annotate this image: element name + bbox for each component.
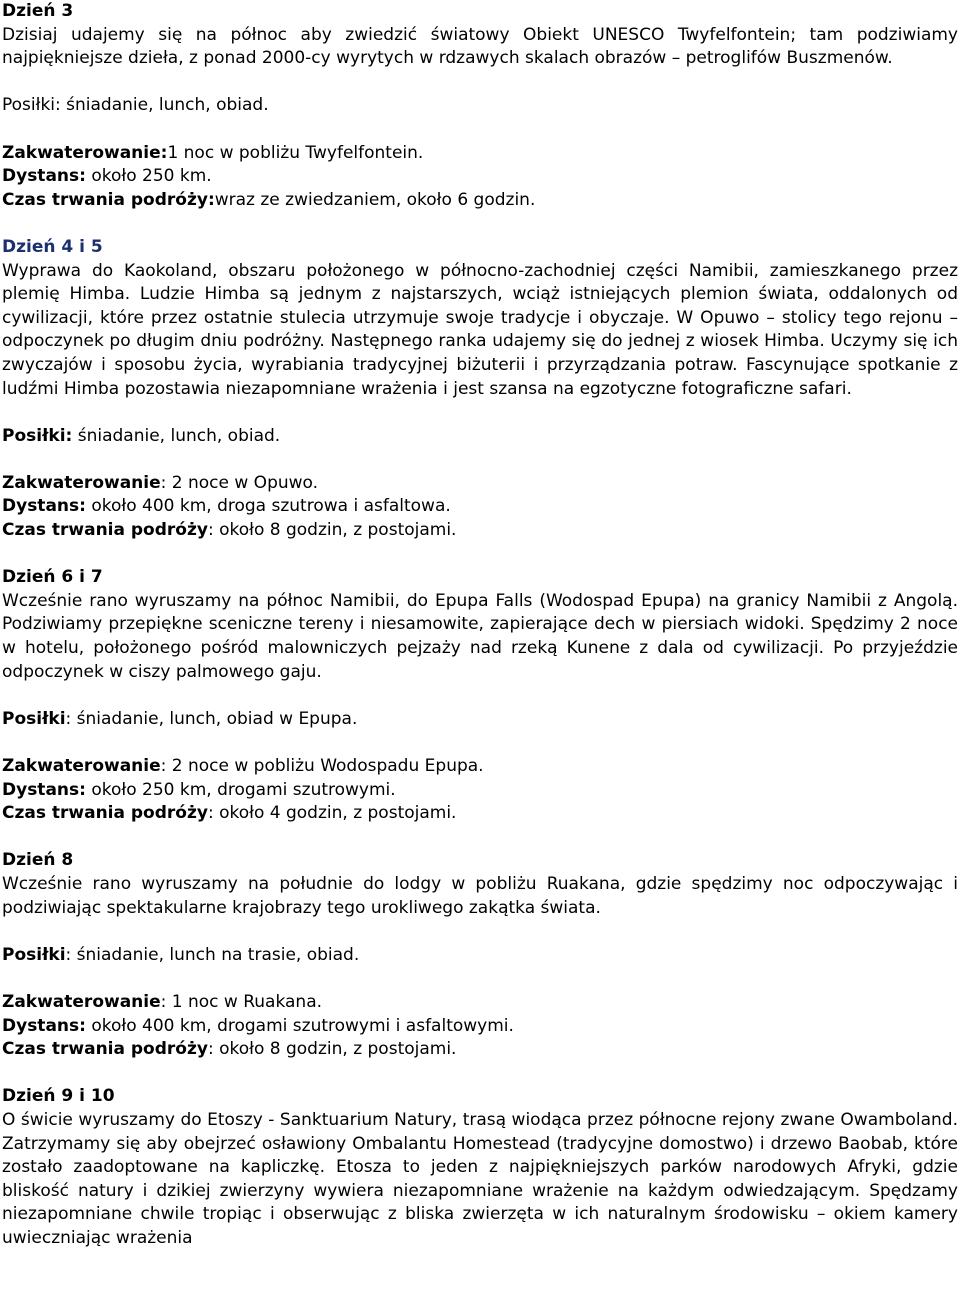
day-6-7-title: Dzień 6 i 7 — [2, 567, 103, 588]
distance-value: około 400 km, drogami szutrowymi i asfaltowymi. — [85, 1015, 514, 1036]
day-8-text: Wcześnie rano wyruszamy na południe do lodgy w pobliżu Ruakana, gdzie spędzimy noc odpoczywając i podziwiając spektakularne krajobrazy tego urokliwego zakątka świata. — [2, 873, 958, 918]
duration-label: Czas trwania podróży: — [2, 189, 215, 210]
accommodation-label: Zakwaterowanie: — [2, 142, 168, 163]
distance-label: Dystans: — [2, 779, 86, 800]
day-8-distance — [2, 1015, 958, 1039]
day-9-10-section — [2, 1085, 958, 1250]
distance-value: około 250 km. — [85, 166, 212, 187]
meals-value: : śniadanie, lunch, obiad w Epupa. — [65, 708, 358, 729]
duration-value: : około 8 godzin, z postojami. — [207, 520, 457, 541]
duration-label: Czas trwania podróży — [2, 803, 208, 824]
day-4-5-text: Wyprawa do Kaokoland, obszaru położonego w północno-zachodniej części Namibii, zamieszkanego przez plemię Himba. Ludzie Himba są jednym z najstarszych, wciąż istniejących plemion świata, oddalonych od cywilizacji, które przez ostatnie stulecia utrzymuje swoje tradycje i obyczaje. W Opuwo – stolicy tego rejonu – odpoczynek po długim dniu podróżny. Następnego ranka udajemy się do jednej z wiosek Himba. Uczymy się ich zwyczajów i sposobu życia, wyrabiania tradycyjnej biżuterii i przyrządzania potraw. Fascynujące spotkanie z ludźmi Himba pozostawia niezapomniane wrażenia i jest szansa na egzotyczne fotograficzne safari. — [2, 260, 958, 399]
day-6-7-accommodation — [2, 755, 958, 779]
day-6-7-distance — [2, 779, 958, 803]
meals-label: Posiłki — [2, 944, 66, 965]
meals-label: Posiłki: — [2, 425, 73, 446]
distance-label: Dystans: — [2, 496, 86, 517]
day-3-meals: Posiłki: śniadanie, lunch, obiad. — [2, 95, 269, 116]
day-9-10-title: Dzień 9 i 10 — [2, 1086, 115, 1107]
day-9-10-text: O świcie wyruszamy do Etoszy - Sanktuarium Natury, trasą wiodąca przez północne rejony zwane Owamboland. Zatrzymamy się aby obejrzeć osławiony Ombalantu Homestead (tradycyjne domostwo) i drzewo Baobab, które zostało zaadoptowane na kapliczkę. Etosza to jeden z najpiękniejszych parków narodowych Afryki, gdzie bliskość natury i dzikiej zwierzyny wywiera niezapomniane wrażenie na każdym odwiedzającym. Spędzamy niezapomniane chwile tropiąc i obserwując z bliska zwierzęta w ich naturalnym środowisku – okiem kamery uwieczniając wrażenia — [2, 1109, 958, 1248]
day-4-5-title: Dzień 4 i 5 — [2, 236, 103, 257]
day-3-duration — [2, 189, 958, 213]
duration-value: : około 8 godzin, z postojami. — [207, 1039, 457, 1060]
day-8-section — [2, 849, 958, 1061]
accommodation-value: 1 noc w pobliżu Twyfelfontein. — [167, 142, 424, 163]
accommodation-value: : 2 noce w Opuwo. — [160, 472, 319, 493]
day-3-section — [2, 0, 958, 212]
day-6-7-meals — [2, 708, 958, 732]
duration-label: Czas trwania podróży — [2, 520, 208, 541]
day-6-7-text: Wcześnie rano wyruszamy na północ Namibii, do Epupa Falls (Wodospad Epupa) na granicy Namibii z Angolą. Podziwiamy przepiękne sceniczne tereny i niesamowite, zapierające dech w piersiach widoki. Spędzimy 2 noce w hotelu, położonego pośród malowniczych pejzaży nad rzeką Kunene z dala od cywilizacji. Po przyjeździe odpoczynek w ciszy palmowego gaju. — [2, 590, 958, 682]
meals-value: : śniadanie, lunch na trasie, obiad. — [65, 944, 360, 965]
day-6-7-duration — [2, 802, 958, 826]
meals-value: śniadanie, lunch, obiad. — [72, 425, 281, 446]
day-8-meals — [2, 944, 958, 968]
accommodation-label: Zakwaterowanie — [2, 991, 161, 1012]
day-3-accommodation — [2, 142, 958, 166]
duration-value: : około 4 godzin, z postojami. — [207, 803, 457, 824]
day-4-5-distance — [2, 495, 958, 519]
distance-value: około 250 km, drogami szutrowymi. — [85, 779, 396, 800]
day-4-5-section — [2, 236, 958, 543]
day-3-text: Dzisiaj udajemy się na północ aby zwiedzić światowy Obiekt UNESCO Twyfelfontein; tam podziwiamy najpiękniejsze dzieła, z ponad 2000-cy wyrytych w rdzawych skalach obrazów – petroglifów Buszmenów. — [2, 24, 958, 69]
day-8-title: Dzień 8 — [2, 850, 74, 871]
meals-label: Posiłki — [2, 708, 66, 729]
distance-value: około 400 km, droga szutrowa i asfaltowa. — [85, 496, 451, 517]
distance-label: Dystans: — [2, 1015, 86, 1036]
day-4-5-duration — [2, 519, 958, 543]
accommodation-label: Zakwaterowanie — [2, 472, 161, 493]
day-3-title: Dzień 3 — [2, 1, 74, 21]
day-4-5-meals — [2, 425, 958, 449]
day-8-accommodation — [2, 991, 958, 1015]
day-3-distance — [2, 165, 958, 189]
day-6-7-section — [2, 566, 958, 826]
day-4-5-accommodation — [2, 472, 958, 496]
duration-label: Czas trwania podróży — [2, 1039, 208, 1060]
day-8-duration — [2, 1038, 958, 1062]
duration-value: wraz ze zwiedzaniem, około 6 godzin. — [214, 189, 536, 210]
distance-label: Dystans: — [2, 166, 86, 187]
accommodation-label: Zakwaterowanie — [2, 756, 161, 776]
accommodation-value: : 1 noc w Ruakana. — [160, 991, 323, 1012]
accommodation-value: : 2 noce w pobliżu Wodospadu Epupa. — [160, 756, 484, 776]
